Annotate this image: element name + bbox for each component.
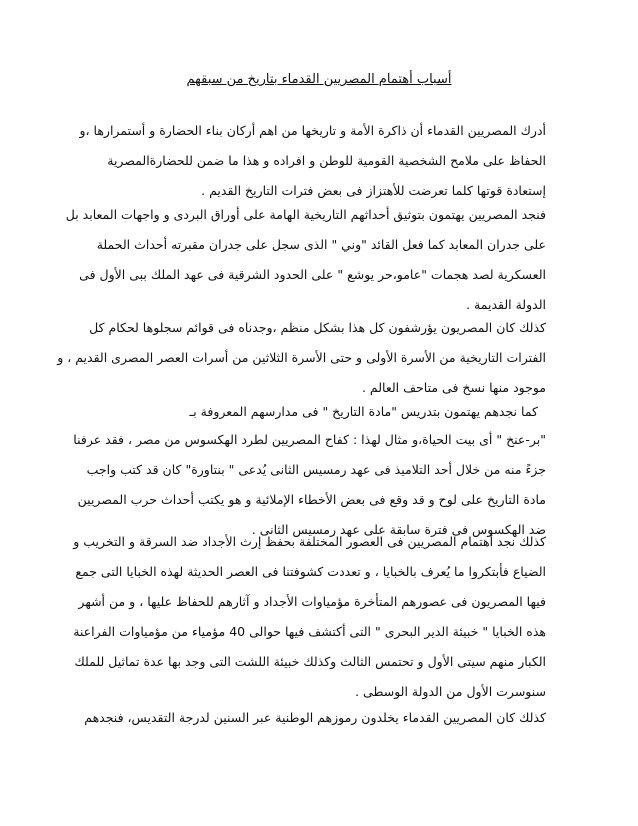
paragraph-line: "بر-عنخ " أى بيت الحياة،و مثال لهذا : كفاح المصريين لطرد الهكسوس من مصر ، فقد عرفنا: [73, 432, 546, 447]
paragraph-line: الضياع فأبتكروا ما يُعرف بالخبايا ، و تعددت كشوفتنا فى العصر الحديثة لهذه الخبايا التى جمع: [75, 564, 546, 579]
paragraph-line: كذلك كان المصريون يؤرشفون كل هذا بشكل منظم ،وجدناه فى قوائم سجلوها لحكام كل: [89, 320, 546, 335]
paragraph-line: فنجد المصريين يهتمون بتوثيق أحداثهم التاريخية الهامة على أوراق البردى و واجهات المعابد بل: [65, 207, 546, 222]
paragraph-line: الدولة القديمة .: [466, 297, 546, 312]
paragraph-line: العسكرية لصد هجمات "عامو،حر يوشع " على الحدود الشرقية فى عهد الملك ببى الأول فى: [79, 267, 546, 282]
paragraph-line: أدرك المصريين القدماء أن ذاكرة الأمة و تاريخها من اهم أركان بناء الحضارة و أستمرارها ،و: [79, 123, 546, 138]
paragraph-line: على جدران المعابد كما فعل القائد "وني " الذى سجل على جدران مقبرته أحداث الحملة: [96, 237, 546, 252]
paragraph-line: هذه الخبايا " خبيئة الدير البحرى " التى أكتشف فيها حوالى 40 مؤمياء من مؤمياوات الفراعنة: [73, 624, 546, 639]
paragraph-line: الكبار منهم سيتى الأول و تحتمس الثالث وكذلك خبيئة اللشت التى وجد بها عدة تماثيل للملك: [74, 654, 546, 669]
paragraph-line: إستعادة قوتها كلما تعرضت للأهتزاز فى بعض فترات التاريخ القديم .: [201, 183, 546, 198]
paragraph-7: [84, 703, 546, 733]
document-title: [0, 72, 638, 87]
paragraph-line: كذلك كان المصريين القدماء يخلدون رموزهم الوطنية عبر السنين لدرجة التقديس، فنجدهم: [84, 710, 546, 725]
paragraph-line: الحفاظ على ملامح الشخصية القومية للوطن و افراده و هذا ما ضمن للحضارةالمصرية: [107, 153, 546, 168]
document-title-text: أسباب أهتمام المصريين القدماء بتاريخ من سبقهم: [186, 72, 452, 87]
paragraph-2: [65, 200, 546, 320]
paragraph-line: مادة التاريخ على لوح و قد وقع فى بعض الأخطاء الإملائية و هو يكتب أحداث حرب المصريين: [77, 492, 546, 507]
paragraph-line: كذلك نجد أهتمام المصريين فى العصور المختلفة بحفظ إرث الأجداد ضد السرقة و التخريب و: [73, 534, 546, 549]
paragraph-line: موجود منها نسخ فى متاحف العالم .: [361, 380, 546, 395]
paragraph-line: جزءً منه من خلال أحد التلاميذ فى عهد رمسيس الثانى يُدعى " بنتاورة" كان قد كتب واجب: [86, 462, 546, 477]
paragraph-1: [79, 116, 546, 206]
paragraph-line: سنوسرت الأول من الدولة الوسطى .: [355, 684, 546, 699]
paragraph-line: ضد الهكسوس فى فترة سابقة على عهد رمسيس الثانى .: [251, 522, 546, 537]
paragraph-line: فيها المصريون فى عصورهم المتأخرة مؤمياوات الأجداد و آثارهم للحفاظ عليها ، و من أشهر: [78, 594, 546, 609]
paragraph-4: [92, 397, 538, 427]
paragraph-3: [57, 313, 546, 403]
paragraph-line: كما نجدهم يهتمون بتدريس "مادة التاريخ " فى مدارسهم المعروفة بـ: [189, 404, 538, 419]
paragraph-6: [73, 527, 546, 707]
paragraph-line: الفترات التاريخية من الأسرة الأولى و حتى الأسرة الثلاثين من أسرات العصر المصرى القديم ، و: [57, 350, 546, 365]
